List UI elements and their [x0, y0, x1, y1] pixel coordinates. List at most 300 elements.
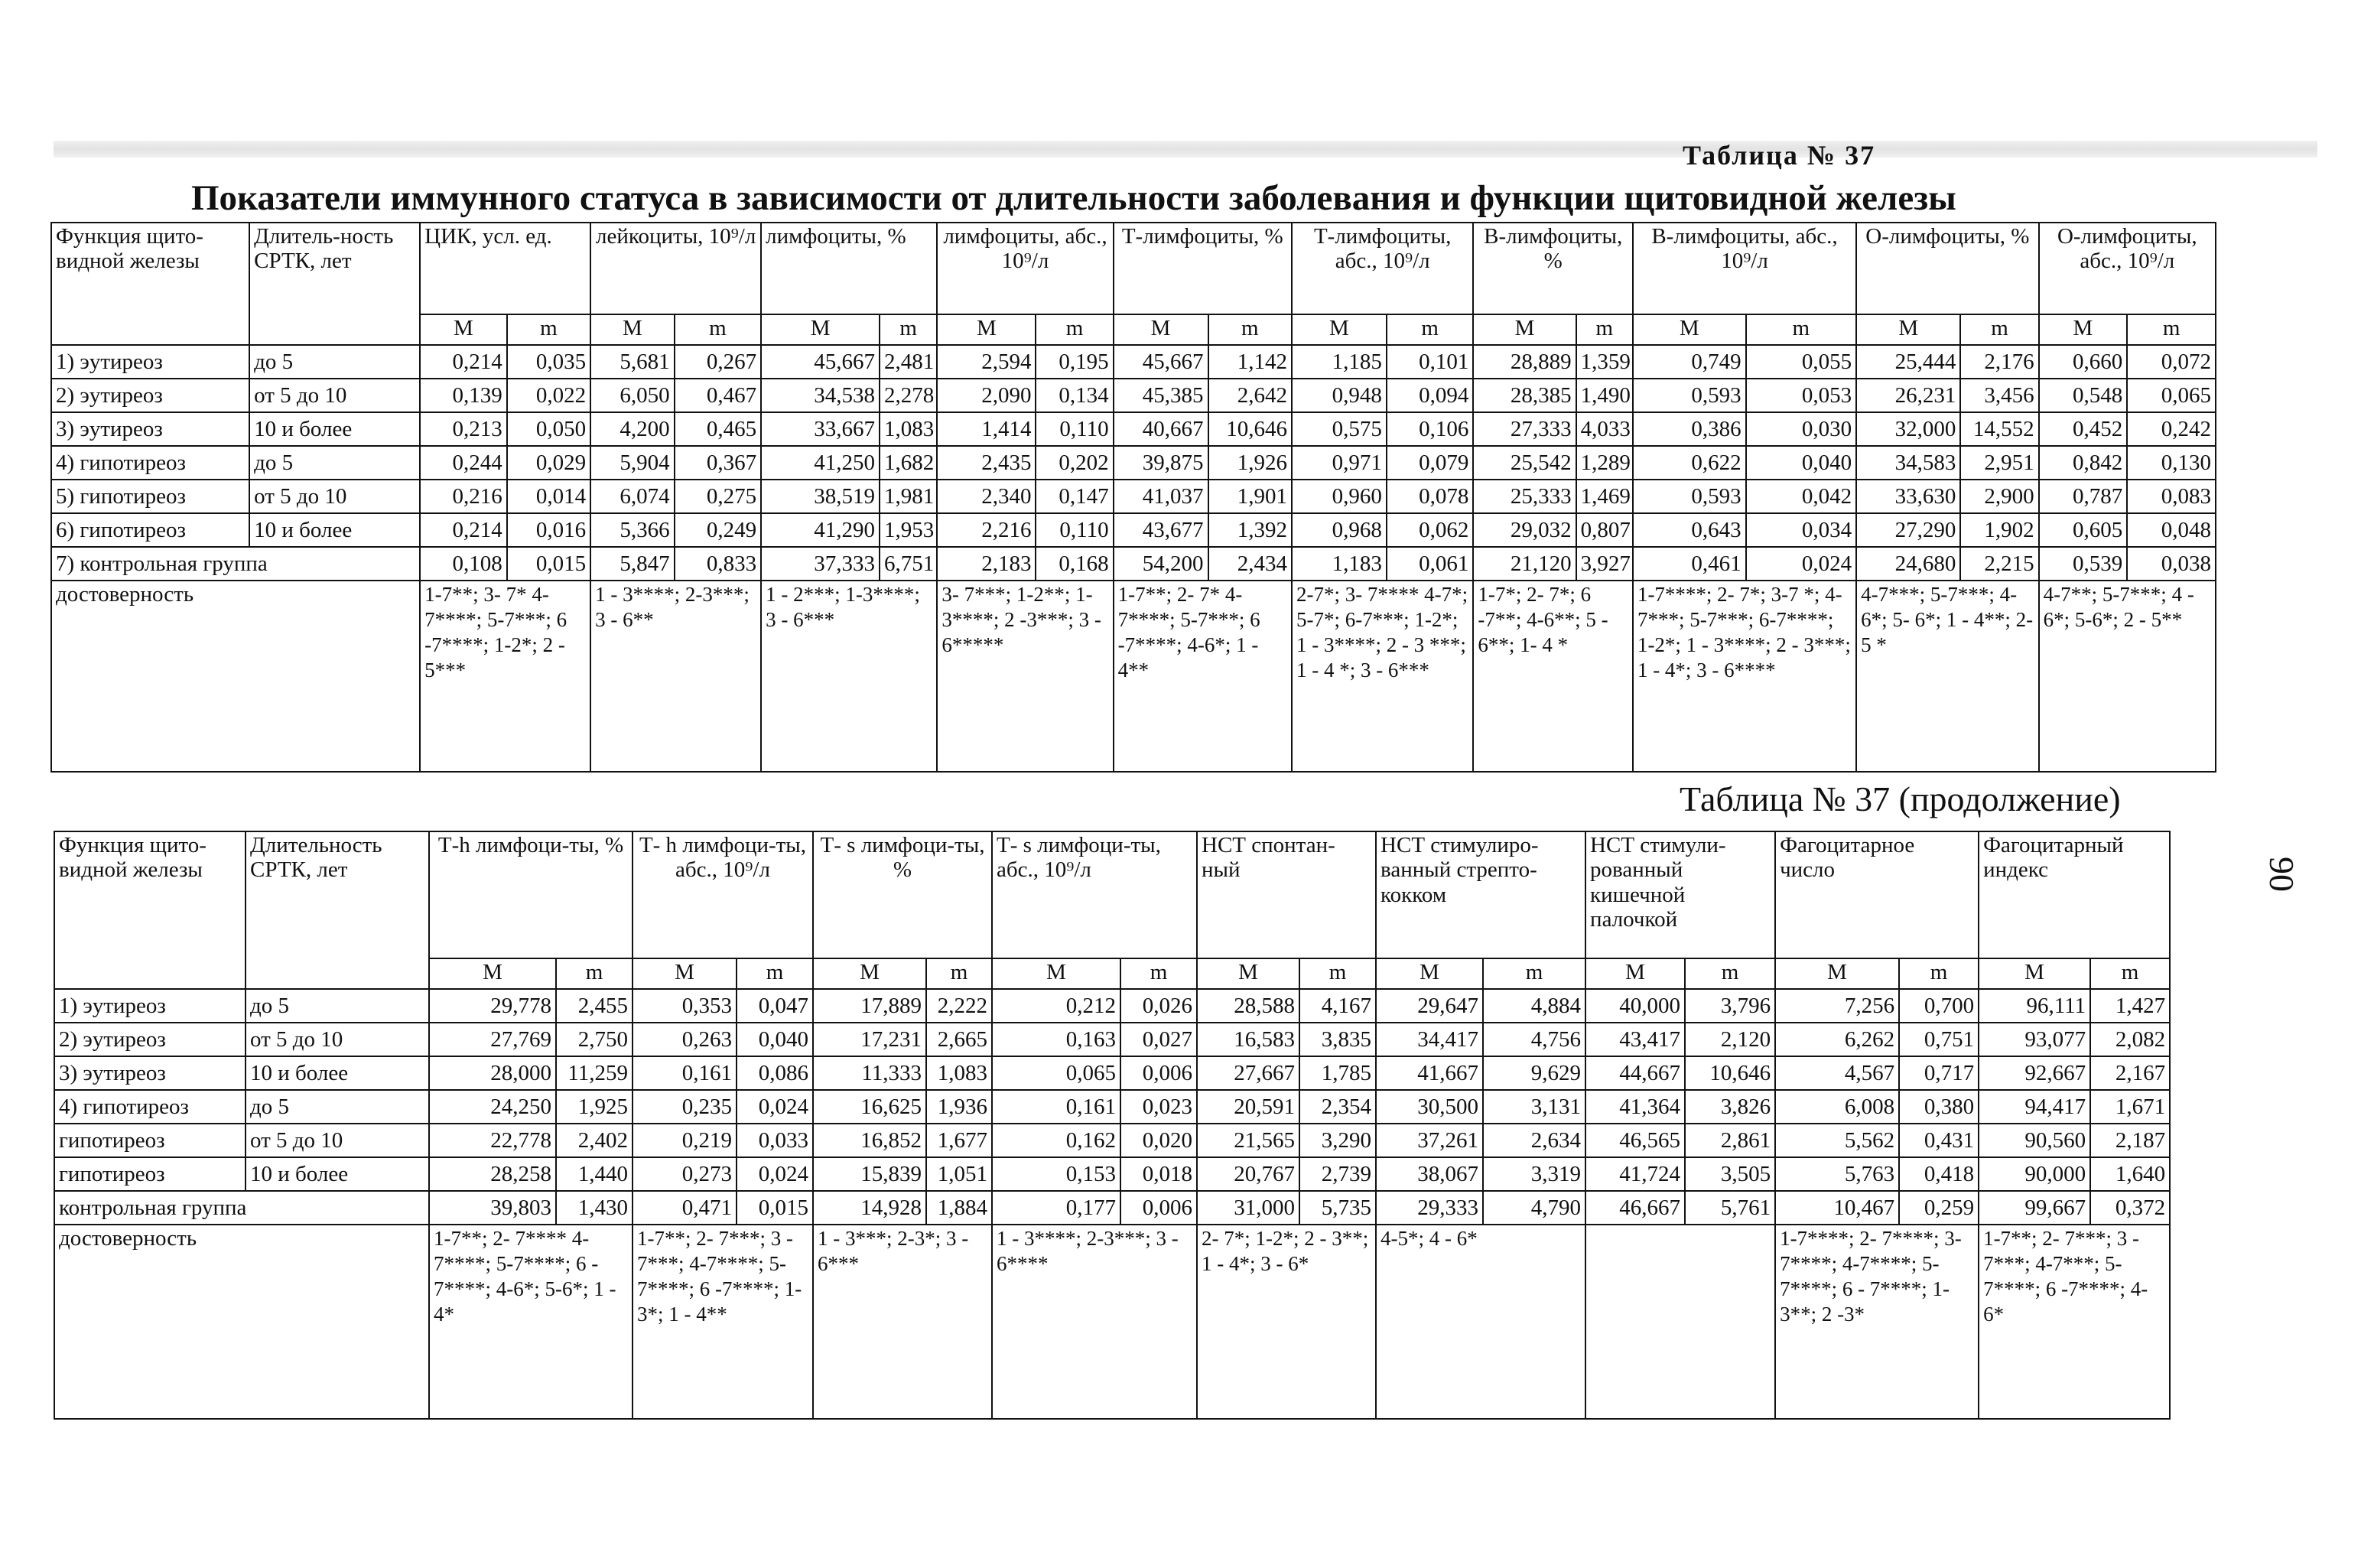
value-mean: 0,273 [633, 1157, 737, 1191]
value-mean: 0,212 [992, 989, 1120, 1023]
value-error: 0,053 [1746, 379, 1857, 412]
value-mean: 41,290 [761, 513, 880, 547]
header-mean: M [1292, 314, 1387, 345]
significance-note: 1-7****; 2- 7*; 3-7 *; 4-7***; 5-7***; 6-7****; 1-2*; 1 - 3****; 2 - 3***; 1 - 4*; 3 - 6**** [1633, 581, 1856, 772]
row-thyroid-function: гипотиреоз [54, 1124, 246, 1157]
value-mean: 1,185 [1292, 345, 1387, 379]
value-error: 4,790 [1483, 1191, 1585, 1225]
value-mean: 7,256 [1775, 989, 1899, 1023]
significance-note: 1 - 3***; 2-3*; 3 - 6*** [813, 1225, 992, 1419]
value-mean: 37,261 [1376, 1124, 1483, 1157]
value-error: 2,900 [1960, 480, 2038, 513]
value-error: 0,061 [1387, 547, 1474, 581]
value-mean: 11,333 [813, 1056, 926, 1090]
significance-note: 1-7**; 2- 7* 4-7****; 5-7***; 6 -7****; 4-6*; 1 - 4** [1114, 581, 1292, 772]
value-mean: 0,539 [2039, 547, 2128, 581]
value-mean: 5,562 [1775, 1124, 1899, 1157]
header-error: m [507, 314, 590, 345]
value-mean: 0,968 [1292, 513, 1387, 547]
value-error: 1,671 [2090, 1090, 2170, 1124]
value-mean: 5,904 [590, 446, 674, 480]
value-mean: 0,163 [992, 1023, 1120, 1056]
row-duration: до 5 [246, 989, 429, 1023]
value-mean: 27,667 [1197, 1056, 1299, 1090]
significance-label: достоверность [51, 581, 420, 772]
value-error: 1,430 [556, 1191, 633, 1225]
header-mean: M [1473, 314, 1576, 345]
significance-note: 4-7***; 5-7***; 4-6*; 5- 6*; 1 - 4**; 2- 5 * [1856, 581, 2038, 772]
value-mean: 0,161 [992, 1090, 1120, 1124]
row-thyroid-function: 4) гипотиреоз [54, 1090, 246, 1124]
value-error: 0,015 [507, 547, 590, 581]
value-mean: 41,250 [761, 446, 880, 480]
table-row [51, 412, 2216, 446]
value-mean: 2,340 [937, 480, 1036, 513]
value-mean: 0,605 [2039, 513, 2128, 547]
value-mean: 10,467 [1775, 1191, 1899, 1225]
value-mean: 0,960 [1292, 480, 1387, 513]
value-error: 0,065 [2127, 379, 2216, 412]
value-mean: 40,000 [1585, 989, 1685, 1023]
value-mean: 28,258 [429, 1157, 556, 1191]
value-error: 1,427 [2090, 989, 2170, 1023]
row-thyroid-function: 3) эутиреоз [54, 1056, 246, 1090]
header-param: В-лимфоциты, % [1473, 223, 1633, 314]
value-mean: 43,417 [1585, 1023, 1685, 1056]
table-row [51, 379, 2216, 412]
value-mean: 0,216 [420, 480, 507, 513]
value-mean: 16,625 [813, 1090, 926, 1124]
value-mean: 33,630 [1856, 480, 1960, 513]
value-mean: 2,435 [937, 446, 1036, 480]
value-error: 1,925 [556, 1090, 633, 1124]
header-param: НСТ спонтан-ный [1197, 831, 1376, 958]
value-error: 0,833 [675, 547, 762, 581]
value-error: 3,927 [1576, 547, 1633, 581]
header-param: В-лимфоциты, абс., 10⁹/л [1633, 223, 1856, 314]
value-error: 2,176 [1960, 345, 2038, 379]
row-duration: от 5 до 10 [249, 480, 420, 513]
value-error: 0,259 [1899, 1191, 1979, 1225]
value-error: 2,434 [1208, 547, 1292, 581]
value-error: 0,380 [1899, 1090, 1979, 1124]
value-error: 0,050 [507, 412, 590, 446]
value-error: 3,835 [1299, 1023, 1376, 1056]
row-thyroid-function: гипотиреоз [54, 1157, 246, 1191]
value-error: 0,072 [2127, 345, 2216, 379]
value-mean: 54,200 [1114, 547, 1208, 581]
value-error: 2,187 [2090, 1124, 2170, 1157]
value-mean: 0,386 [1633, 412, 1746, 446]
value-error: 2,861 [1685, 1124, 1775, 1157]
value-mean: 41,667 [1376, 1056, 1483, 1090]
significance-note: 2-7*; 3- 7**** 4-7*; 5-7*; 6-7***; 1-2*; 1 - 3****; 2 - 3 ***; 1 - 4 *; 3 - 6*** [1292, 581, 1473, 772]
significance-note [1585, 1225, 1775, 1419]
value-mean: 33,667 [761, 412, 880, 446]
value-error: 1,981 [880, 480, 937, 513]
header-mean: M [429, 958, 556, 989]
value-mean: 46,565 [1585, 1124, 1685, 1157]
header-thyroid-function: Функция щито-видной железы [54, 831, 246, 989]
value-mean: 0,139 [420, 379, 507, 412]
row-duration: до 5 [249, 345, 420, 379]
value-mean: 38,067 [1376, 1157, 1483, 1191]
value-error: 3,131 [1483, 1090, 1585, 1124]
value-mean: 2,594 [937, 345, 1036, 379]
value-mean: 43,677 [1114, 513, 1208, 547]
value-error: 1,142 [1208, 345, 1292, 379]
value-mean: 29,778 [429, 989, 556, 1023]
value-error: 10,646 [1685, 1056, 1775, 1090]
value-error: 2,215 [1960, 547, 2038, 581]
value-mean: 25,333 [1473, 480, 1576, 513]
value-error: 1,884 [926, 1191, 992, 1225]
header-param: НСТ стимули-рованный кишечной палочкой [1585, 831, 1775, 958]
value-mean: 27,290 [1856, 513, 1960, 547]
value-mean: 0,660 [2039, 345, 2128, 379]
value-error: 4,167 [1299, 989, 1376, 1023]
row-duration: от 5 до 10 [246, 1023, 429, 1056]
row-thyroid-function: 1) эутиреоз [54, 989, 246, 1023]
table-number: Таблица № 37 [1683, 140, 1876, 171]
value-error: 0,042 [1746, 480, 1857, 513]
value-error: 0,700 [1899, 989, 1979, 1023]
header-param: Т- s лимфоци-ты, % [813, 831, 992, 958]
header-mean: M [2039, 314, 2128, 345]
header-error: m [1120, 958, 1197, 989]
value-mean: 46,667 [1585, 1191, 1685, 1225]
value-error: 3,826 [1685, 1090, 1775, 1124]
table-row [54, 1124, 2170, 1157]
value-mean: 6,074 [590, 480, 674, 513]
value-mean: 29,647 [1376, 989, 1483, 1023]
table-row [54, 1090, 2170, 1124]
row-group-label: контрольная группа [54, 1191, 429, 1225]
header-error: m [1208, 314, 1292, 345]
value-error: 0,024 [737, 1157, 813, 1191]
value-mean: 29,333 [1376, 1191, 1483, 1225]
page-number: 90 [2262, 857, 2301, 892]
table-row [51, 345, 2216, 379]
value-error: 0,275 [675, 480, 762, 513]
value-mean: 0,214 [420, 345, 507, 379]
value-error: 3,456 [1960, 379, 2038, 412]
value-mean: 20,591 [1197, 1090, 1299, 1124]
value-mean: 0,948 [1292, 379, 1387, 412]
header-param: лейкоциты, 10⁹/л [590, 223, 761, 314]
value-error: 0,367 [675, 446, 762, 480]
header-mean: M [1856, 314, 1960, 345]
value-mean: 6,262 [1775, 1023, 1899, 1056]
header-error: m [556, 958, 633, 989]
value-mean: 2,183 [937, 547, 1036, 581]
value-error: 0,717 [1899, 1056, 1979, 1090]
value-error: 0,048 [2127, 513, 2216, 547]
value-mean: 99,667 [1979, 1191, 2090, 1225]
value-mean: 0,162 [992, 1124, 1120, 1157]
value-mean: 0,971 [1292, 446, 1387, 480]
row-thyroid-function: 6) гипотиреоз [51, 513, 249, 547]
value-mean: 28,588 [1197, 989, 1299, 1023]
value-error: 0,094 [1387, 379, 1474, 412]
value-mean: 28,000 [429, 1056, 556, 1090]
header-mean: M [1775, 958, 1899, 989]
value-mean: 24,250 [429, 1090, 556, 1124]
value-mean: 28,385 [1473, 379, 1576, 412]
value-mean: 0,548 [2039, 379, 2128, 412]
value-error: 0,807 [1576, 513, 1633, 547]
value-error: 0,110 [1036, 513, 1113, 547]
row-duration: от 5 до 10 [246, 1124, 429, 1157]
header-error: m [1036, 314, 1113, 345]
value-mean: 2,090 [937, 379, 1036, 412]
table-row [54, 1023, 2170, 1056]
value-mean: 90,560 [1979, 1124, 2090, 1157]
header-error: m [1483, 958, 1585, 989]
table-row [54, 1056, 2170, 1090]
value-error: 0,078 [1387, 480, 1474, 513]
value-error: 0,249 [675, 513, 762, 547]
value-error: 0,202 [1036, 446, 1113, 480]
value-error: 0,267 [675, 345, 762, 379]
value-mean: 0,842 [2039, 446, 2128, 480]
significance-note: 1 - 3****; 2-3***; 3 - 6** [590, 581, 761, 772]
header-param: лимфоциты, абс., 10⁹/л [937, 223, 1113, 314]
value-error: 1,902 [1960, 513, 2038, 547]
value-mean: 16,852 [813, 1124, 926, 1157]
value-error: 0,062 [1387, 513, 1474, 547]
value-error: 0,147 [1036, 480, 1113, 513]
value-error: 0,027 [1120, 1023, 1197, 1056]
significance-note: 2- 7*; 1-2*; 2 - 3**; 1 - 4*; 3 - 6* [1197, 1225, 1376, 1419]
significance-row [51, 581, 2216, 772]
header-param: Фагоцитарное число [1775, 831, 1979, 958]
value-mean: 32,000 [1856, 412, 1960, 446]
value-mean: 0,643 [1633, 513, 1746, 547]
value-mean: 28,889 [1473, 345, 1576, 379]
value-mean: 37,333 [761, 547, 880, 581]
value-error: 0,465 [675, 412, 762, 446]
value-error: 1,677 [926, 1124, 992, 1157]
value-mean: 45,667 [1114, 345, 1208, 379]
value-error: 1,640 [2090, 1157, 2170, 1191]
value-error: 0,035 [507, 345, 590, 379]
value-mean: 25,444 [1856, 345, 1960, 379]
value-mean: 29,032 [1473, 513, 1576, 547]
value-mean: 15,839 [813, 1157, 926, 1191]
value-mean: 38,519 [761, 480, 880, 513]
row-thyroid-function: 2) эутиреоз [51, 379, 249, 412]
value-error: 0,047 [737, 989, 813, 1023]
table-row [51, 480, 2216, 513]
significance-note: 1 - 3****; 2-3***; 3 - 6**** [992, 1225, 1197, 1419]
significance-note: 1-7**; 2- 7***; 3 - 7***; 4-7****; 5-7****; 6 -7****; 1-3*; 1 - 4** [633, 1225, 813, 1419]
table-row [54, 1157, 2170, 1191]
value-error: 10,646 [1208, 412, 1292, 446]
value-mean: 0,153 [992, 1157, 1120, 1191]
value-error: 0,195 [1036, 345, 1113, 379]
value-error: 0,055 [1746, 345, 1857, 379]
value-error: 0,083 [2127, 480, 2216, 513]
value-error: 0,040 [737, 1023, 813, 1056]
value-error: 0,079 [1387, 446, 1474, 480]
immune-status-table-continued [54, 831, 2171, 1420]
value-error: 2,642 [1208, 379, 1292, 412]
value-mean: 0,593 [1633, 379, 1746, 412]
header-error: m [1576, 314, 1633, 345]
value-mean: 0,214 [420, 513, 507, 547]
value-mean: 4,200 [590, 412, 674, 446]
significance-note: 1-7**; 3- 7* 4-7****; 5-7***; 6 -7****; 1-2*; 2 - 5*** [420, 581, 590, 772]
value-error: 3,290 [1299, 1124, 1376, 1157]
value-error: 0,106 [1387, 412, 1474, 446]
value-mean: 0,353 [633, 989, 737, 1023]
header-mean: M [937, 314, 1036, 345]
value-error: 0,372 [2090, 1191, 2170, 1225]
value-error: 1,785 [1299, 1056, 1376, 1090]
header-mean: M [590, 314, 674, 345]
value-mean: 34,417 [1376, 1023, 1483, 1056]
value-error: 0,751 [1899, 1023, 1979, 1056]
value-mean: 0,461 [1633, 547, 1746, 581]
value-error: 2,167 [2090, 1056, 2170, 1090]
value-error: 1,936 [926, 1090, 992, 1124]
row-duration: от 5 до 10 [249, 379, 420, 412]
header-error: m [675, 314, 762, 345]
value-mean: 39,875 [1114, 446, 1208, 480]
value-error: 0,101 [1387, 345, 1474, 379]
value-mean: 26,231 [1856, 379, 1960, 412]
value-error: 0,024 [737, 1090, 813, 1124]
value-mean: 41,037 [1114, 480, 1208, 513]
row-duration: 10 и более [249, 412, 420, 446]
value-error: 5,735 [1299, 1191, 1376, 1225]
value-error: 0,020 [1120, 1124, 1197, 1157]
row-thyroid-function: 4) гипотиреоз [51, 446, 249, 480]
value-mean: 5,366 [590, 513, 674, 547]
value-mean: 22,778 [429, 1124, 556, 1157]
row-duration: до 5 [249, 446, 420, 480]
value-error: 0,023 [1120, 1090, 1197, 1124]
value-error: 0,034 [1746, 513, 1857, 547]
value-error: 1,289 [1576, 446, 1633, 480]
value-error: 3,796 [1685, 989, 1775, 1023]
value-error: 0,242 [2127, 412, 2216, 446]
value-error: 0,018 [1120, 1157, 1197, 1191]
row-duration: 10 и более [246, 1056, 429, 1090]
table-row [51, 513, 2216, 547]
row-thyroid-function: 2) эутиреоз [54, 1023, 246, 1056]
value-mean: 93,077 [1979, 1023, 2090, 1056]
value-mean: 0,787 [2039, 480, 2128, 513]
header-param: Т- h лимфоци-ты, абс., 10⁹/л [633, 831, 813, 958]
header-error: m [2090, 958, 2170, 989]
value-mean: 0,213 [420, 412, 507, 446]
significance-note: 1-7****; 2- 7****; 3-7****; 4-7****; 5-7****; 6 - 7****; 1-3**; 2 -3* [1775, 1225, 1979, 1419]
value-error: 2,278 [880, 379, 937, 412]
table-row [54, 1191, 2170, 1225]
value-mean: 0,244 [420, 446, 507, 480]
value-mean: 34,583 [1856, 446, 1960, 480]
value-error: 1,926 [1208, 446, 1292, 480]
row-thyroid-function: 5) гипотиреоз [51, 480, 249, 513]
significance-note: 1-7**; 2- 7***; 3 - 7***; 4-7***; 5-7****; 6 -7****; 4-6* [1979, 1225, 2170, 1419]
header-thyroid-function: Функция щито-видной железы [51, 223, 249, 345]
value-error: 0,006 [1120, 1056, 1197, 1090]
immune-status-table [50, 222, 2216, 773]
value-error: 1,469 [1576, 480, 1633, 513]
value-mean: 5,681 [590, 345, 674, 379]
value-mean: 21,120 [1473, 547, 1576, 581]
value-error: 0,431 [1899, 1124, 1979, 1157]
value-error: 1,083 [926, 1056, 992, 1090]
value-error: 1,901 [1208, 480, 1292, 513]
value-error: 1,440 [556, 1157, 633, 1191]
value-error: 0,022 [507, 379, 590, 412]
value-error: 0,029 [507, 446, 590, 480]
value-error: 2,665 [926, 1023, 992, 1056]
value-mean: 14,928 [813, 1191, 926, 1225]
value-mean: 6,008 [1775, 1090, 1899, 1124]
value-mean: 0,593 [1633, 480, 1746, 513]
value-error: 0,168 [1036, 547, 1113, 581]
value-error: 1,953 [880, 513, 937, 547]
value-mean: 27,769 [429, 1023, 556, 1056]
header-mean: M [1197, 958, 1299, 989]
value-error: 14,552 [1960, 412, 2038, 446]
value-error: 0,015 [737, 1191, 813, 1225]
value-mean: 0,263 [633, 1023, 737, 1056]
value-error: 1,359 [1576, 345, 1633, 379]
significance-label: достоверность [54, 1225, 429, 1419]
value-error: 1,051 [926, 1157, 992, 1191]
header-duration: Длительность СРТК, лет [246, 831, 429, 989]
value-error: 3,319 [1483, 1157, 1585, 1191]
table-continuation-number: Таблица № 37 (продолжение) [1680, 779, 2121, 818]
value-mean: 0,749 [1633, 345, 1746, 379]
value-mean: 5,763 [1775, 1157, 1899, 1191]
value-error: 6,751 [880, 547, 937, 581]
header-param: Т- s лимфоци-ты, абс., 10⁹/л [992, 831, 1197, 958]
value-error: 2,354 [1299, 1090, 1376, 1124]
header-error: m [737, 958, 813, 989]
header-param: О-лимфоциты, абс., 10⁹/л [2039, 223, 2216, 314]
value-error: 2,222 [926, 989, 992, 1023]
value-error: 1,682 [880, 446, 937, 480]
header-param: Фагоцитарный индекс [1979, 831, 2170, 958]
value-mean: 17,889 [813, 989, 926, 1023]
header-error: m [1685, 958, 1775, 989]
header-error: m [880, 314, 937, 345]
row-duration: 10 и более [246, 1157, 429, 1191]
value-mean: 0,108 [420, 547, 507, 581]
header-mean: M [1585, 958, 1685, 989]
significance-note: 4-5*; 4 - 6* [1376, 1225, 1585, 1419]
value-mean: 4,567 [1775, 1056, 1899, 1090]
header-param: Т-h лимфоци-ты, % [429, 831, 633, 958]
value-error: 0,467 [675, 379, 762, 412]
value-mean: 2,216 [937, 513, 1036, 547]
value-mean: 94,417 [1979, 1090, 2090, 1124]
value-mean: 30,500 [1376, 1090, 1483, 1124]
value-mean: 0,471 [633, 1191, 737, 1225]
header-error: m [1960, 314, 2038, 345]
header-mean: M [1114, 314, 1208, 345]
value-mean: 44,667 [1585, 1056, 1685, 1090]
value-error: 1,392 [1208, 513, 1292, 547]
value-error: 0,033 [737, 1124, 813, 1157]
value-error: 0,038 [2127, 547, 2216, 581]
